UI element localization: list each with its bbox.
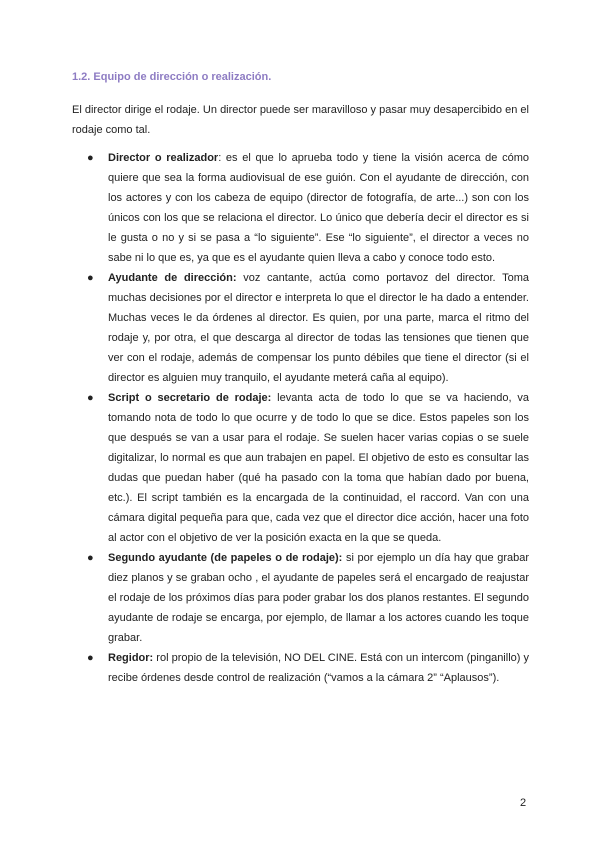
role-list <box>72 148 529 688</box>
list-item-ayudante <box>72 268 529 388</box>
list-item-text: levanta acta de todo lo que se va haciendo, va tomando nota de todo lo que ocurre y de todo lo que se dice. Estos papeles son los que después se van a usar para el rodaje. Se suelen hacer varias copias o se suele digitalizar, lo normal es que aun trabajen en papel. El objetivo de esto es consultar las dudas que puedan haber (qué ha pasado con la toma que habían dado por buena, etc.). El script también es la encargada de la continuidad, el raccord. Van con una cámara digital pequeña para que, cada vez que el director dice acción, hacer una foto al actor con el objetivo de ver la posición exacta en la que se queda. <box>108 392 529 544</box>
list-item-term: Segundo ayudante (de papeles o de rodaje): <box>108 552 343 564</box>
bullet-icon: ● <box>87 552 94 564</box>
list-item-term: Regidor: <box>108 652 154 664</box>
list-item-term: Script o secretario de rodaje: <box>108 392 272 404</box>
bullet-icon: ● <box>87 392 94 404</box>
bullet-icon: ● <box>87 152 94 164</box>
intro-paragraph: El director dirige el rodaje. Un director puede ser maravilloso y pasar muy desapercibido en el rodaje como tal. <box>72 104 529 136</box>
list-item-segundo-ayudante <box>72 548 529 648</box>
bullet-icon: ● <box>87 272 94 284</box>
list-item-text: : es el que lo aprueba todo y tiene la visión acerca de cómo quiere que sea la forma audiovisual de ese guión. Con el ayudante de dirección, con los actores y con los cabeza de equipo (director de fotografía, de arte...) son con los únicos con los que se relaciona el director. Lo único que debería decir el director es si le gusta o no y si se pasa a “lo siguiente”. Ese “lo siguiente”, el director a veces no sabe ni lo que es, ya que es el ayudante quien lleva a cabo y conoce todo esto. <box>108 152 529 264</box>
list-item-text: rol propio de la televisión, NO DEL CINE. Está con un intercom (pinganillo) y recibe órdenes desde control de realización (“vamos a la cámara 2” “Aplausos”). <box>108 652 529 684</box>
list-item-term: Director o realizador <box>108 152 219 164</box>
bullet-icon: ● <box>87 652 94 664</box>
list-item-regidor <box>72 648 529 688</box>
list-item-script <box>72 388 529 548</box>
page-number: 2 <box>520 797 527 809</box>
list-item-text: si por ejemplo un día hay que grabar diez planos y se graban ocho , el ayudante de papeles será el encargado de reajustar el rodaje de los próximos días para poder grabar los dos planos restantes. El segundo ayudante de rodaje se encarga, por ejemplo, de llamar a los actores cuando les toque grabar. <box>108 552 529 644</box>
list-item-director <box>72 148 529 268</box>
list-item-term: Ayudante de dirección: <box>108 272 237 284</box>
section-title: 1.2. Equipo de dirección o realización. <box>72 71 272 83</box>
list-item-text: voz cantante, actúa como portavoz del director. Toma muchas decisiones por el director e interpreta lo que el director le ha dado a entender. Muchas veces le da órdenes al director. Es quien, por una parte, marca el ritmo del rodaje y, por otra, el que descarga al director de todas las tensiones que tienen que ver con el rodaje, además de compensar los punto débiles que tiene el director (si el director es alguien muy tranquilo, el ayudante meterá caña al equipo). <box>108 272 529 384</box>
